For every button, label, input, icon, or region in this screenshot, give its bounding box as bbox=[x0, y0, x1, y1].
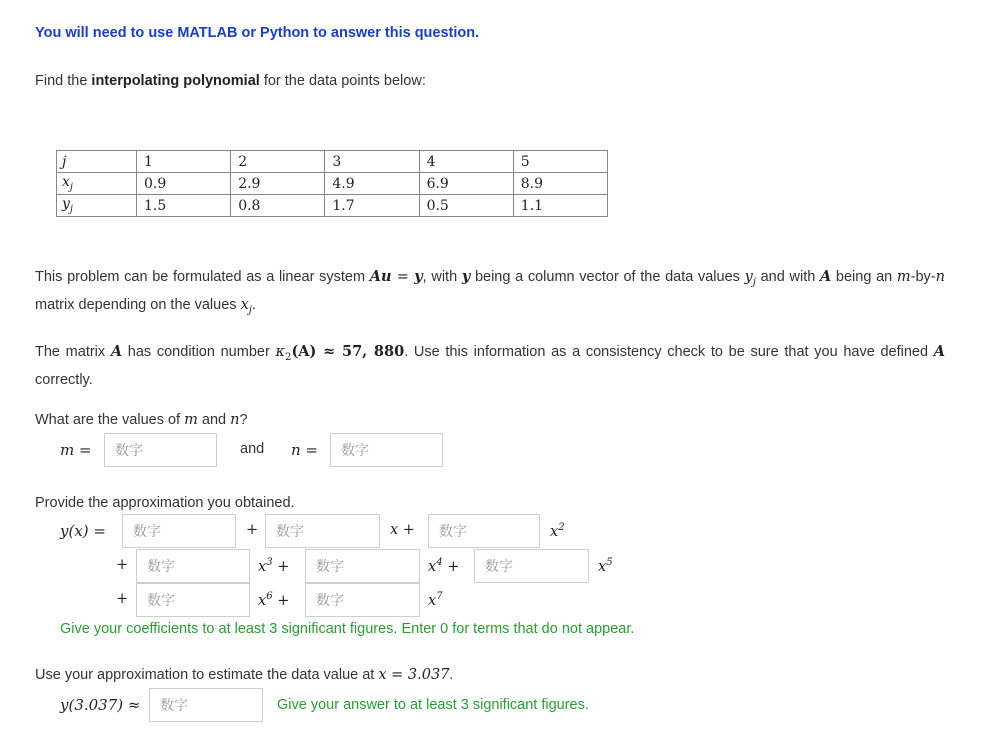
mn-question: What are the values of m and n? bbox=[35, 412, 248, 428]
x-plus-term: x + bbox=[390, 522, 415, 538]
condition-statement: The matrix A has condition number $\kappa_2(A) \approx 57$, 880. Use this information as a consistency check to be sure that you have defined A correctly. bbox=[35, 343, 945, 388]
table-cell: 0.9 bbox=[137, 173, 231, 195]
coefficients-hint: Give your coefficients to at least 3 significant figures. Enter 0 for terms that do not appear. bbox=[60, 621, 635, 637]
table-row bbox=[57, 195, 608, 217]
table-cell: 0.8 bbox=[231, 195, 325, 217]
estimate-hint: Give your answer to at least 3 significant figures. bbox=[277, 697, 589, 713]
table-cell: 1.5 bbox=[137, 195, 231, 217]
row-label-yj: $y_j$ bbox=[57, 195, 137, 217]
estimate-input[interactable] bbox=[149, 688, 263, 722]
x5-term: $x^5$ bbox=[598, 557, 613, 575]
coef-6-input[interactable] bbox=[136, 583, 250, 617]
x6-plus-term: $x^6$ + bbox=[258, 591, 290, 609]
table-cell: 6.9 bbox=[419, 173, 513, 195]
plus-sign: + bbox=[246, 522, 259, 538]
intro-bold: interpolating polynomial bbox=[91, 73, 260, 89]
n-input[interactable] bbox=[330, 433, 443, 467]
coef-2-input[interactable] bbox=[428, 514, 540, 548]
coef-5-input[interactable] bbox=[474, 549, 589, 583]
table-cell: 5 bbox=[513, 151, 607, 173]
coef-3-input[interactable] bbox=[136, 549, 250, 583]
intro-pre: Find the bbox=[35, 73, 92, 89]
and-label: and bbox=[240, 441, 265, 457]
plus-sign: + bbox=[116, 557, 129, 573]
header-notice: You will need to use MATLAB or Python to answer this question. bbox=[35, 25, 480, 41]
estimate-prompt: Use your approximation to estimate the data value at x = 3.037. bbox=[35, 667, 454, 683]
table-cell: 1.1 bbox=[513, 195, 607, 217]
table-row bbox=[57, 151, 608, 173]
table-cell: 0.5 bbox=[419, 195, 513, 217]
n-label: n = bbox=[291, 441, 318, 459]
coef-1-input[interactable] bbox=[265, 514, 380, 548]
x7-term: $x^7$ bbox=[428, 591, 443, 609]
row-label-j: j bbox=[57, 151, 137, 173]
table-cell: 1.7 bbox=[325, 195, 419, 217]
plus-sign: + bbox=[116, 591, 129, 607]
table-cell: 8.9 bbox=[513, 173, 607, 195]
table-cell: 2.9 bbox=[231, 173, 325, 195]
approx-lhs: y(x) = bbox=[60, 522, 106, 540]
estimate-lhs: y(3.037) ≈ bbox=[60, 696, 141, 714]
row-label-xj: $x_j$ bbox=[57, 173, 137, 195]
table-cell: 2 bbox=[231, 151, 325, 173]
coef-4-input[interactable] bbox=[305, 549, 420, 583]
table-row bbox=[57, 173, 608, 195]
m-input[interactable] bbox=[104, 433, 217, 467]
table-cell: 4.9 bbox=[325, 173, 419, 195]
problem-statement: This problem can be formulated as a linear system Au = y, with y being a column vector of the data values $y_j$ and with A being an m-by-n matrix depending on the values $x_j$. bbox=[35, 268, 945, 316]
x3-plus-term: $x^3$ + bbox=[258, 557, 290, 575]
table-cell: 3 bbox=[325, 151, 419, 173]
x2-term: $x^2$ bbox=[550, 522, 565, 540]
coef-0-input[interactable] bbox=[122, 514, 236, 548]
intro-text bbox=[35, 73, 426, 89]
intro-post: for the data points below: bbox=[259, 73, 426, 89]
x4-plus-term: $x^4$ + bbox=[428, 557, 460, 575]
table-cell: 1 bbox=[137, 151, 231, 173]
coef-7-input[interactable] bbox=[305, 583, 420, 617]
table-cell: 4 bbox=[419, 151, 513, 173]
data-table bbox=[56, 150, 608, 217]
approx-prompt: Provide the approximation you obtained. bbox=[35, 495, 295, 511]
m-label: m = bbox=[60, 441, 92, 459]
